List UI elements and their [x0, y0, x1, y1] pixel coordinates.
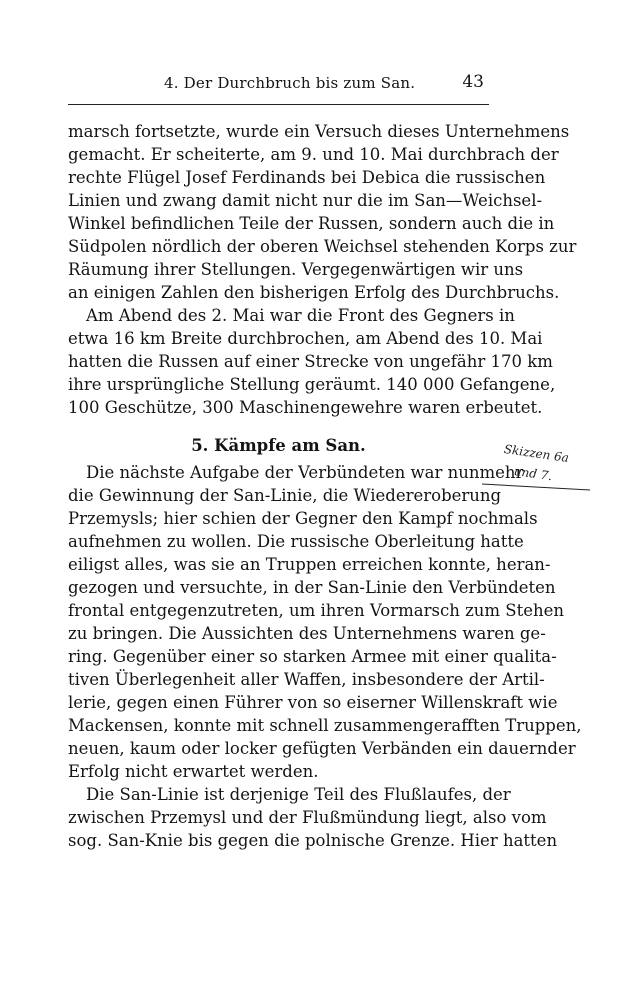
text-line: an einigen Zahlen den bisherigen Erfolg des Durchbruchs.: [68, 283, 560, 302]
margin-note-line: Skizzen 6a: [503, 442, 570, 465]
paragraph-2: [68, 304, 556, 419]
text-line: 100 Geschütze, 300 Maschinengewehre waren erbeutet.: [68, 398, 543, 417]
paragraph-1: [68, 120, 577, 304]
text-line: Die nächste Aufgabe der Verbündeten war nunmehr: [86, 463, 524, 482]
text-line: zu bringen. Die Aussichten des Unternehmens waren ge-: [68, 624, 546, 643]
text-line: Am Abend des 2. Mai war die Front des Gegners in: [86, 306, 515, 325]
page-number: 43: [462, 72, 484, 92]
text-line: hatten die Russen auf einer Strecke von ungefähr 170 km: [68, 352, 553, 371]
paragraph-4: [68, 783, 558, 852]
text-line: Erfolg nicht erwartet werden.: [68, 762, 319, 781]
text-line: neuen, kaum oder locker gefügten Verbänden ein dauernder: [68, 739, 576, 758]
text-line: gemacht. Er scheiterte, am 9. und 10. Mai durchbrach der: [68, 145, 559, 164]
page-header: [68, 74, 488, 98]
header-rule: [68, 104, 489, 105]
running-head: 4. Der Durchbruch bis zum San.: [164, 74, 416, 92]
text-line: Winkel befindlichen Teile der Russen, sondern auch die in: [68, 214, 555, 233]
text-line: marsch fortsetzte, wurde ein Versuch dieses Unternehmens: [68, 122, 570, 141]
text-line: die Gewinnung der San-Linie, die Wiedereroberung: [68, 486, 502, 505]
text-line: Räumung ihrer Stellungen. Vergegenwärtigen wir uns: [68, 260, 524, 279]
text-line: aufnehmen zu wollen. Die russische Oberleitung hatte: [68, 532, 524, 551]
margin-note-line: und 7.: [513, 464, 554, 484]
text-line: Mackensen, konnte mit schnell zusammengerafften Truppen,: [68, 716, 582, 735]
text-line: gezogen und versuchte, in der San-Linie den Verbündeten: [68, 578, 556, 597]
text-line: frontal entgegenzutreten, um ihren Vormarsch zum Stehen: [68, 601, 565, 620]
text-line: eiligst alles, was sie an Truppen erreichen konnte, heran-: [68, 555, 551, 574]
text-line: etwa 16 km Breite durchbrochen, am Abend des 10. Mai: [68, 329, 543, 348]
spacer: [68, 419, 489, 431]
text-line: Przemysls; hier schien der Gegner den Kampf nochmals: [68, 509, 538, 528]
text-line: lerie, gegen einen Führer von so eiserner Willenskraft wie: [68, 693, 558, 712]
text-line: sog. San-Knie bis gegen die polnische Grenze. Hier hatten: [68, 831, 558, 850]
text-line: Südpolen nördlich der oberen Weichsel stehenden Korps zur: [68, 237, 577, 256]
margin-pen-stroke: [480, 480, 592, 492]
text-line: rechte Flügel Josef Ferdinands bei Debica die russischen: [68, 168, 546, 187]
text-line: ring. Gegenüber einer so starken Armee mit einer qualita-: [68, 647, 557, 666]
text-line: Linien und zwang damit nicht nur die im San—Weichsel-: [68, 191, 543, 210]
text-line: tiven Überlegenheit aller Waffen, insbesondere der Artil-: [68, 670, 545, 689]
text-line: zwischen Przemysl und der Flußmündung liegt, also vom: [68, 808, 547, 827]
text-line: Die San-Linie ist derjenige Teil des Flußlaufes, der: [86, 785, 511, 804]
text-line: ihre ursprüngliche Stellung geräumt. 140 000 Gefangene,: [68, 375, 556, 394]
section-heading: 5. Kämpfe am San.: [191, 436, 366, 455]
